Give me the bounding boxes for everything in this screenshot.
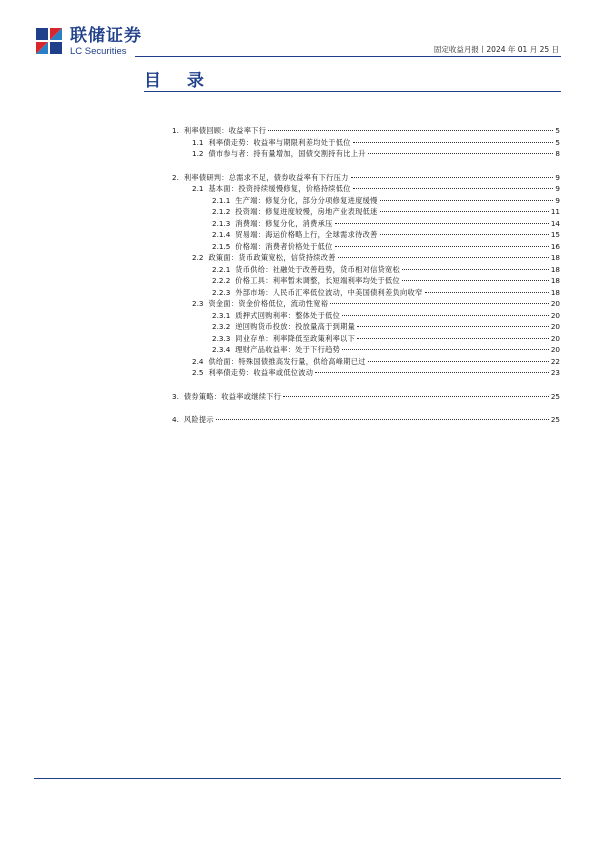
toc-dot-leader [315,372,549,373]
toc-entry-page: 20 [550,299,560,308]
toc-entry[interactable] [160,310,560,322]
toc-dot-leader [335,223,549,224]
toc-entry[interactable] [160,414,560,426]
toc-entry[interactable] [160,344,560,356]
toc-section-gap [160,379,560,391]
toc-dot-leader [380,211,549,212]
toc-entry[interactable] [160,148,560,160]
toc-entry-page: 18 [550,276,560,285]
toc-dot-leader [368,361,549,362]
toc-entry[interactable] [160,125,560,137]
toc-dot-leader [357,326,549,327]
toc-section-gap [160,402,560,414]
toc-entry-page: 5 [555,137,560,147]
toc-dot-leader [353,142,554,143]
toc-entry-label: 利率债回顾：收益率下行 [183,126,267,135]
toc-entry-number: 2.3.2 [212,322,231,331]
table-of-contents [160,125,560,426]
toc-entry-number: 1.2 [192,149,204,158]
toc-dot-leader [380,200,554,201]
toc-dot-leader [335,246,549,247]
toc-entry-page: 22 [550,356,560,366]
toc-dot-leader [353,188,554,189]
toc-entry[interactable] [160,195,560,207]
toc-entry-number: 2.3.4 [212,345,231,354]
toc-entry[interactable] [160,137,560,149]
toc-entry-label: 贸易端：海运价格略上行，全球需求待改善 [235,230,378,239]
toc-entry-page: 9 [555,195,560,205]
toc-entry-page: 11 [550,207,560,216]
toc-entry-number: 1. [172,126,179,135]
toc-entry-number: 2.1.1 [212,195,231,205]
toc-entry-label: 价格工具：利率暂未调整，长短端利率均处于低位 [235,276,401,285]
toc-entry-label: 消费端：修复分化，消费承压 [235,218,333,228]
toc-title-divider [144,91,561,92]
toc-dot-leader [268,130,553,131]
toc-dot-leader [216,419,549,420]
toc-title: 目 录 [144,71,214,91]
toc-section-gap [160,160,560,172]
toc-entry-label: 政策面：货币政策宽松，信贷持续改善 [208,253,336,262]
toc-dot-leader [368,153,554,154]
toc-entry-page: 15 [550,230,560,239]
toc-entry-number: 2.1 [192,184,204,193]
page-header [0,0,595,60]
footer-divider [34,778,561,779]
toc-entry-number: 2.4 [192,356,204,366]
toc-dot-leader [330,303,549,304]
toc-entry[interactable] [160,252,560,264]
toc-entry-label: 外部市场：人民币汇率低位波动，中美国债利差负向收窄 [235,287,423,297]
toc-dot-leader [342,349,549,350]
toc-entry[interactable] [160,183,560,195]
header-divider [135,56,561,57]
toc-entry-number: 2.2 [192,253,204,262]
toc-dot-leader [342,315,549,316]
toc-entry-number: 2.1.4 [212,230,231,239]
toc-entry-label: 质押式回购利率：整体处于低位 [235,310,341,320]
toc-entry-label: 理财产品收益率：处于下行趋势 [235,345,341,354]
toc-entry-label: 资金面：资金价格低位，流动性宽裕 [208,299,329,308]
toc-entry-number: 2.2.3 [212,287,231,297]
toc-entry-label: 风险提示 [183,415,214,424]
toc-entry-page: 18 [550,264,560,274]
toc-dot-leader [380,234,549,235]
toc-entry-page: 20 [550,333,560,343]
toc-dot-leader [351,177,554,178]
toc-entry-number: 1.1 [192,137,204,147]
toc-entry-page: 20 [550,345,560,354]
toc-entry[interactable] [160,356,560,368]
toc-entry-label: 逆回购货币投放：投放量高于到期量 [235,322,356,331]
toc-entry-page: 14 [550,218,560,228]
toc-dot-leader [283,396,549,397]
toc-entry[interactable] [160,206,560,218]
toc-entry-label: 投资端：修复进度较慢，房地产业表现低迷 [235,207,378,216]
brand-name-en: LC Securities [70,46,127,57]
toc-entry-label: 利率债走势：收益率与期限利差均处于低位 [208,137,351,147]
toc-entry[interactable] [160,264,560,276]
toc-entry-number: 2.3.1 [212,310,231,320]
brand-name-cn: 联储证券 [70,26,142,46]
toc-entry-page: 25 [550,415,560,424]
toc-entry[interactable] [160,287,560,299]
toc-entry-page: 20 [550,322,560,331]
toc-entry-number: 4. [172,415,179,424]
toc-entry[interactable] [160,172,560,184]
toc-entry-number: 2.1.2 [212,207,231,216]
toc-entry-page: 23 [550,368,560,377]
toc-entry-page: 8 [555,149,560,158]
toc-entry-page: 18 [550,287,560,297]
toc-entry[interactable] [160,321,560,333]
toc-entry-page: 9 [555,172,560,182]
toc-entry-number: 2.1.3 [212,218,231,228]
toc-entry[interactable] [160,391,560,403]
toc-entry-label: 供给面：特殊国债推高发行量，供给高峰期已过 [208,356,366,366]
toc-entry-label: 生产端：修复分化，部分分项修复进度缓慢 [235,195,378,205]
toc-entry-page: 18 [550,253,560,262]
toc-entry-number: 2.5 [192,368,204,377]
toc-entry-label: 基本面：投资持续缓慢修复，价格持续低位 [208,184,351,193]
toc-entry[interactable] [160,367,560,379]
toc-entry[interactable] [160,229,560,241]
toc-entry[interactable] [160,333,560,345]
toc-dot-leader [402,269,549,270]
toc-entry-label: 同业存单：利率降低至政策利率以下 [235,333,356,343]
toc-entry-number: 2. [172,172,179,182]
toc-entry[interactable] [160,218,560,230]
toc-dot-leader [357,338,549,339]
report-info: 固定收益月报丨2024 年 01 月 25 日 [433,45,559,54]
toc-entry-label: 利率债走势：收益率或低位波动 [208,368,314,377]
toc-entry[interactable] [160,241,560,253]
toc-entry-number: 2.1.5 [212,241,231,251]
toc-entry-number: 2.2.2 [212,276,231,285]
toc-entry-label: 利率债研判：总需求不足，债券收益率有下行压力 [183,172,349,182]
toc-entry-label: 债券策略：收益率或继续下行 [183,391,282,401]
toc-entry-page: 16 [550,241,560,251]
toc-entry-page: 25 [550,391,560,401]
toc-dot-leader [402,280,549,281]
toc-entry-label: 货币供给：社融处于改善趋势，货币相对信贷宽松 [235,264,401,274]
toc-entry-label: 债市参与者：持有量增加，国债交割持有比上升 [208,149,366,158]
toc-entry-page: 9 [555,184,560,193]
toc-dot-leader [425,292,549,293]
toc-entry[interactable] [160,298,560,310]
toc-entry[interactable] [160,275,560,287]
toc-entry-number: 2.2.1 [212,264,231,274]
toc-entry-number: 2.3.3 [212,333,231,343]
toc-dot-leader [338,257,549,258]
toc-entry-number: 3. [172,391,179,401]
toc-entry-page: 5 [555,126,560,135]
toc-entry-label: 价格端：消费者价格处于低位 [235,241,333,251]
toc-entry-page: 20 [550,310,560,320]
toc-entry-number: 2.3 [192,299,204,308]
lc-securities-logo-icon [34,26,64,56]
